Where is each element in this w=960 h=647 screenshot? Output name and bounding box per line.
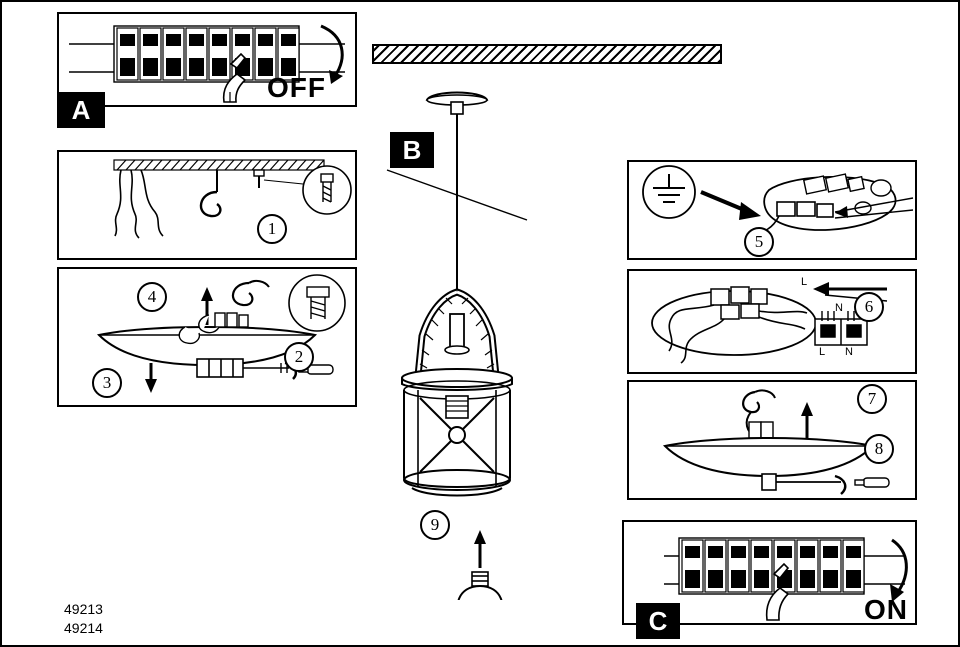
step-9-number: 9: [420, 510, 450, 540]
step-6-number: 6: [854, 292, 884, 322]
svg-text:L: L: [801, 276, 808, 288]
svg-text:L: L: [819, 346, 826, 358]
product-codes: [64, 600, 103, 638]
panel-b-tag: B: [390, 132, 434, 168]
panel-step-1: [57, 150, 357, 260]
product-code-1: 49213: [64, 601, 103, 617]
step-1-number: 1: [257, 214, 287, 244]
svg-text:N: N: [845, 346, 853, 358]
product-code-2: 49214: [64, 619, 103, 636]
step-8-number: 8: [864, 434, 894, 464]
panel-step-6: [627, 269, 917, 374]
step-2-number: 2: [284, 342, 314, 372]
step-7-number: 7: [857, 384, 887, 414]
step-3-number: 3: [92, 368, 122, 398]
step-1-illustration: [59, 152, 355, 258]
step-4-number: 4: [137, 282, 167, 312]
panel-c-on-label: ON: [864, 594, 908, 625]
svg-text:N: N: [835, 302, 843, 314]
step-5-number: 5: [744, 227, 774, 257]
panel-a-off-label: OFF: [267, 72, 326, 103]
panel-c-tag: C: [636, 603, 680, 639]
panel-a-tag: A: [57, 92, 105, 128]
